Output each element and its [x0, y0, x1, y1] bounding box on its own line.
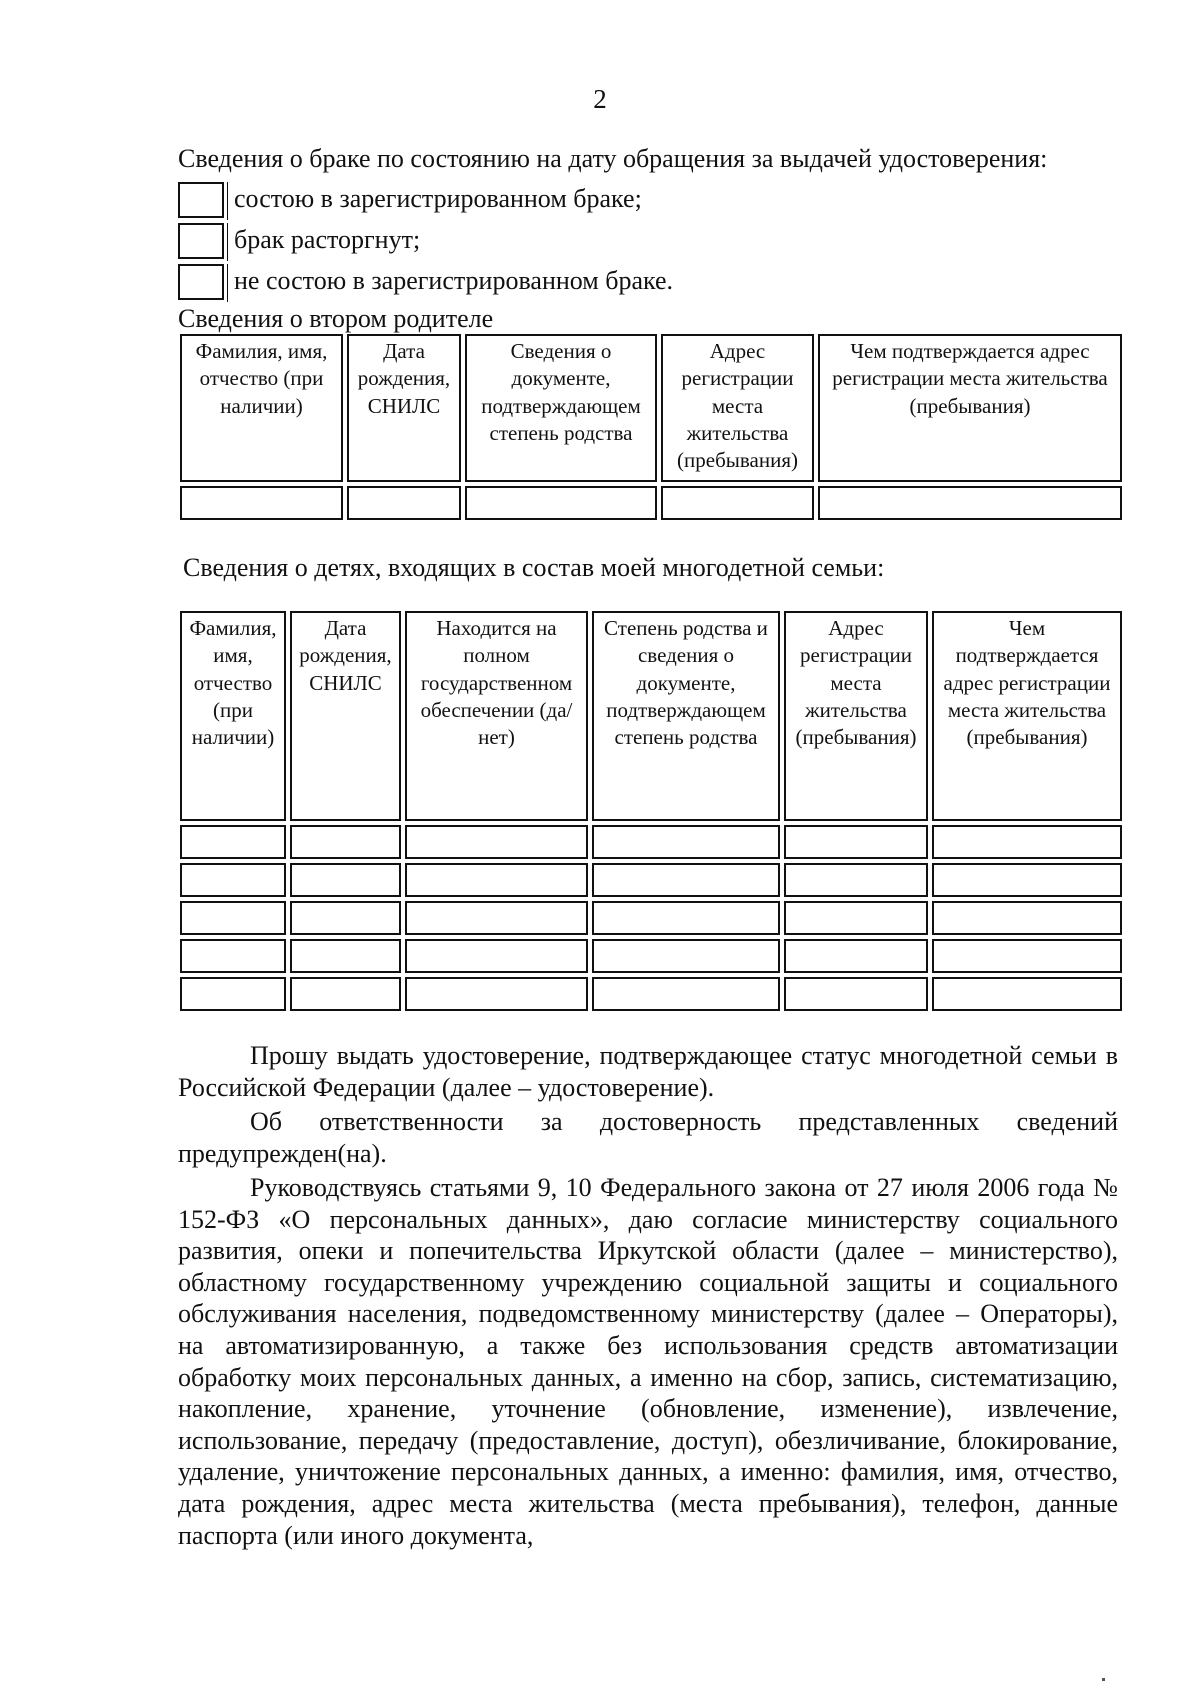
table-cell[interactable]: [784, 901, 928, 935]
not-married-checkbox[interactable]: [178, 264, 224, 300]
second-parent-table: [176, 330, 1126, 524]
table-cell[interactable]: [180, 939, 286, 973]
table-cell[interactable]: [465, 486, 657, 520]
table-row: [180, 863, 1122, 897]
table-row: [180, 977, 1122, 1011]
table-cell[interactable]: [932, 977, 1122, 1011]
responsibility-paragraph: Об ответственности за достоверность представленных сведений предупрежден(на).: [178, 1107, 1118, 1168]
marriage-heading: Сведения о браке по состоянию на дату обращения за выдачей удостоверения:: [178, 144, 1048, 173]
table-cell[interactable]: [932, 825, 1122, 859]
second-parent-heading: Сведения о втором родителе: [178, 304, 494, 333]
table-cell[interactable]: [180, 863, 286, 897]
table-cell[interactable]: [290, 825, 401, 859]
children-heading: Сведения о детях, входящих в состав моей многодетной семьи:: [183, 553, 885, 582]
table-cell[interactable]: [784, 825, 928, 859]
table-cell[interactable]: [784, 939, 928, 973]
consent-paragraph: Руководствуясь статьями 9, 10 Федерального закона от 27 июля 2006 года № 152-ФЗ «О персональных данных», даю согласие министерству социального развития, опеки и попечительства Иркутской области (далее – министерство), областному государственному учреждению социальной защиты и социального обслуживания населения, подведомственному министерству (далее – Операторы), на автоматизированную, а также без использования средств автоматизации обработку моих персональных данных, а именно на сбор, запись, систематизацию, накопление, хранение, уточнение (обновление, изменение), извлечение, использование, передачу (предоставление, доступ), обезличивание, блокирование, удаление, уничтожение персональных данных, а именно: фамилия, имя, отчество, дата рождения, адрес места жительства (места пребывания), телефон, данные паспорта (или иного документа,: [178, 1173, 1118, 1550]
table-cell[interactable]: [180, 486, 343, 520]
page-number: 2: [593, 84, 607, 114]
table-cell[interactable]: [290, 977, 401, 1011]
table-row: [180, 486, 1122, 520]
not-married-label: не состою в зарегистрированном браке.: [234, 266, 674, 295]
column-header: Дата рождения, СНИЛС: [347, 334, 461, 482]
table-cell[interactable]: [932, 939, 1122, 973]
request-paragraph: Прошу выдать удостоверение, подтверждающее статус многодетной семьи в Российской Федерации (далее – удостоверение).: [178, 1041, 1118, 1102]
column-header: Фамилия, имя, отчество (при наличии): [180, 611, 286, 821]
column-header: Дата рождения, СНИЛС: [290, 611, 401, 821]
children-table: [176, 607, 1126, 1015]
table-cell[interactable]: [592, 825, 780, 859]
column-header: Чем подтверждается адрес регистрации места жительства (пребывания): [818, 334, 1122, 482]
married-checkbox[interactable]: [178, 182, 224, 218]
table-cell[interactable]: [180, 825, 286, 859]
table-header-row: [180, 334, 1122, 482]
table-cell[interactable]: [784, 863, 928, 897]
table-row: [180, 825, 1122, 859]
column-header: Фамилия, имя, отчество (при наличии): [180, 334, 343, 482]
table-row: [180, 939, 1122, 973]
column-header: Адрес регистрации места жительства (пребывания): [784, 611, 928, 821]
table-cell[interactable]: [405, 901, 588, 935]
table-cell[interactable]: [405, 939, 588, 973]
table-header-row: [180, 611, 1122, 821]
table-cell[interactable]: [592, 863, 780, 897]
column-header: Сведения о документе, подтверждающем степень родства: [465, 334, 657, 482]
table-cell[interactable]: [932, 863, 1122, 897]
divorced-label: брак расторгнут;: [234, 225, 421, 254]
married-label: состою в зарегистрированном браке;: [234, 184, 642, 213]
table-cell[interactable]: [405, 825, 588, 859]
table-cell[interactable]: [592, 939, 780, 973]
table-cell[interactable]: [290, 939, 401, 973]
table-row: [180, 901, 1122, 935]
table-cell[interactable]: [405, 977, 588, 1011]
table-cell[interactable]: [290, 863, 401, 897]
table-cell[interactable]: [661, 486, 814, 520]
table-cell[interactable]: [180, 901, 286, 935]
table-cell[interactable]: [784, 977, 928, 1011]
divorced-checkbox[interactable]: [178, 223, 224, 259]
column-header: Чем подтверждается адрес регистрации места жительства (пребывания): [932, 611, 1122, 821]
table-cell[interactable]: [818, 486, 1122, 520]
table-cell[interactable]: [347, 486, 461, 520]
column-header: Находится на полном государственном обеспечении (да/нет): [405, 611, 588, 821]
column-header: Адрес регистрации места жительства (пребывания): [661, 334, 814, 482]
table-cell[interactable]: [592, 901, 780, 935]
column-header: Степень родства и сведения о документе, подтверждающем степень родства: [592, 611, 780, 821]
table-cell[interactable]: [405, 863, 588, 897]
scan-speck: [1102, 1678, 1105, 1681]
table-cell[interactable]: [180, 977, 286, 1011]
table-cell[interactable]: [932, 901, 1122, 935]
table-cell[interactable]: [592, 977, 780, 1011]
table-cell[interactable]: [290, 901, 401, 935]
